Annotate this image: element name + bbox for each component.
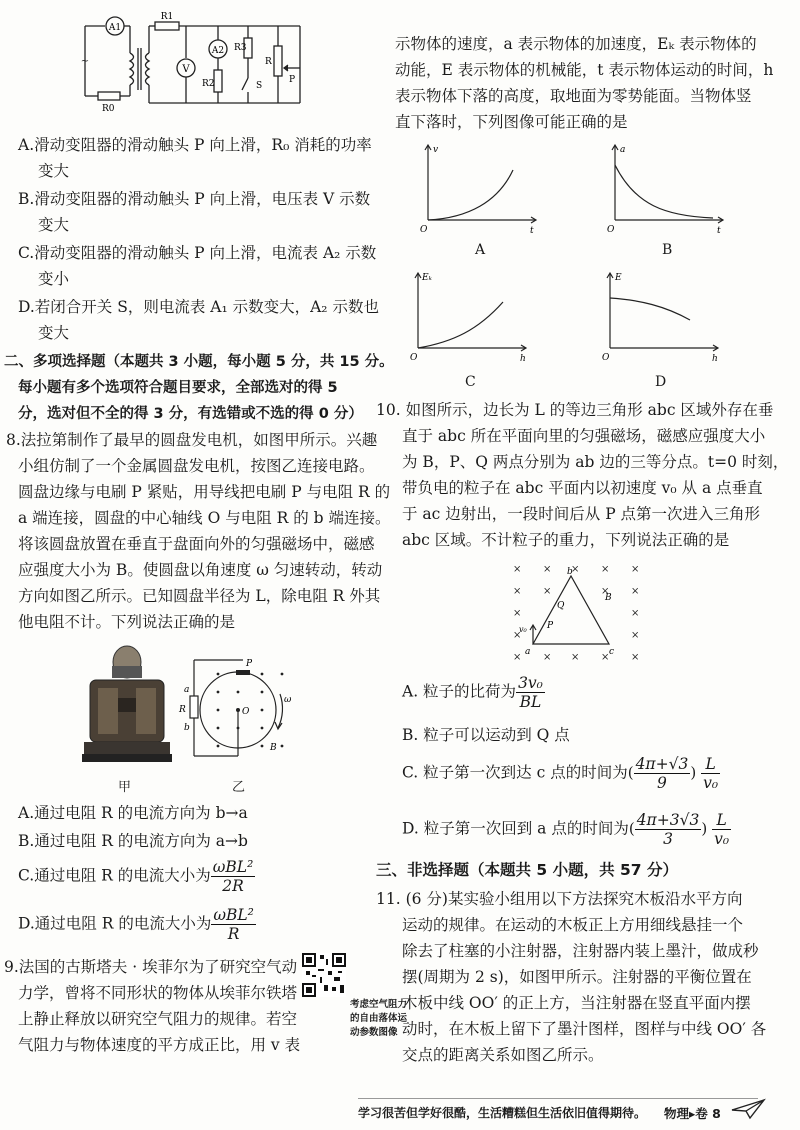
section2-title: 二、多项选择题（本题共 3 小题，每小题 5 分，共 15 分。 [4, 354, 394, 370]
svg-text:×: × [631, 564, 640, 575]
svg-text:×: × [631, 630, 640, 641]
prev-option-a-line2: 变大 [38, 162, 70, 180]
section2-line3: 分，选对但不全的得 3 分，有选错或不选的得 0 分） [18, 406, 363, 422]
svg-text:×: × [513, 586, 522, 597]
svg-text:×: × [543, 586, 552, 597]
graph-d [600, 268, 720, 363]
svg-text:Q: Q [557, 601, 565, 611]
svg-text:×: × [601, 586, 610, 597]
svg-text:×: × [631, 586, 640, 597]
svg-text:E: E [615, 273, 622, 283]
svg-text:×: × [543, 652, 552, 663]
q10-option-d: D. 粒子第一次回到 a 点的时间为( $\frac{4\pi+3√3}{3}$ ) $\frac{L}{\text{v₀}}$ [402, 811, 730, 848]
graph-b-label: B [662, 242, 673, 258]
svg-text:×: × [601, 652, 610, 663]
prev-option-a-line1: A.滑动变阻器的滑动触头 P 向上滑，R₀ 消耗的功率 [18, 136, 372, 154]
transformer-circuit-diagram [60, 8, 320, 118]
svg-text:×: × [543, 564, 552, 575]
svg-text:R: R [179, 705, 186, 715]
svg-text:×: × [513, 652, 522, 663]
svg-text:t: t [530, 226, 534, 235]
svg-text:×: × [601, 564, 610, 575]
svg-text:~: ~ [80, 56, 90, 67]
figure-yi-label: 乙 [232, 780, 246, 795]
svg-text:R3: R3 [234, 43, 247, 53]
section2-line2: 每小题有多个选项符合题目要求，全部选对的得 5 [18, 380, 338, 396]
svg-text:A2: A2 [211, 46, 225, 56]
footer-subject: 物理▸卷 8 [664, 1106, 721, 1121]
svg-text:P: P [246, 659, 253, 669]
svg-text:R: R [265, 57, 272, 67]
svg-text:×: × [631, 608, 640, 619]
svg-text:a: a [620, 145, 626, 155]
svg-text:×: × [631, 652, 640, 663]
graph-a-label: A [475, 242, 486, 258]
svg-text:b: b [567, 567, 573, 577]
svg-text:V: V [182, 64, 190, 75]
prev-option-c-line1: C.滑动变阻器的滑动触头 P 向上滑，电流表 A₂ 示数 [18, 244, 377, 262]
svg-text:R2: R2 [202, 79, 215, 89]
svg-text:O: O [607, 225, 615, 235]
q10-option-a: A. 粒子的比荷为 $\frac{\text{3v₀}}{BL}$ [402, 674, 543, 711]
svg-text:v₀: v₀ [519, 625, 527, 634]
q8-option-d: D.通过电阻 R 的电流大小为 $\frac{\text{ωBL²}}{R}$ [18, 906, 254, 943]
svg-text:×: × [513, 564, 522, 575]
graph-a [418, 140, 538, 235]
qr-caption: 考虑空气阻力 的自由落体运 动参数图像 [350, 999, 408, 1038]
svg-text:A1: A1 [108, 23, 122, 33]
svg-text:O: O [242, 707, 250, 717]
svg-text:O: O [410, 353, 418, 363]
svg-text:×: × [571, 564, 580, 575]
prev-option-c-line2: 变小 [38, 270, 70, 288]
graph-b [605, 140, 725, 235]
svg-text:O: O [602, 353, 610, 363]
graph-c-label: C [465, 374, 476, 390]
qr-code[interactable] [302, 953, 346, 997]
svg-text:a: a [525, 647, 531, 657]
svg-text:Eₖ: Eₖ [422, 273, 432, 283]
q10-option-b: B. 粒子可以运动到 Q 点 [402, 726, 570, 744]
svg-text:c: c [609, 647, 615, 657]
svg-text:a: a [184, 685, 190, 695]
graph-d-label: D [655, 374, 667, 390]
svg-text:P: P [547, 621, 554, 631]
graph-c [408, 268, 528, 363]
prev-option-b-line1: B.滑动变阻器的滑动触头 P 向上滑，电压表 V 示数 [18, 190, 371, 208]
svg-text:h: h [520, 354, 526, 363]
svg-text:P: P [289, 75, 296, 85]
svg-text:B: B [605, 593, 612, 603]
prev-option-b-line2: 变大 [38, 216, 70, 234]
prev-option-d-line2: 变大 [38, 324, 70, 342]
faraday-disk-photo [82, 640, 172, 770]
svg-text:B: B [270, 743, 277, 753]
svg-text:R0: R0 [102, 104, 115, 114]
section3-title: 三、非选择题（本题共 5 小题，共 57 分） [376, 861, 678, 879]
triangle-field-diagram [505, 560, 650, 665]
svg-text:h: h [712, 354, 718, 363]
q8-option-c: C.通过电阻 R 的电流大小为 $\frac{\text{ωBL²}}{2R}$ [18, 858, 254, 895]
svg-text:×: × [571, 652, 580, 663]
q8-option-b: B.通过电阻 R 的电流方向为 a→b [18, 832, 248, 850]
footer-rule [358, 1098, 758, 1099]
svg-text:t: t [717, 226, 721, 235]
figure-jia-label: 甲 [118, 780, 132, 795]
svg-text:b: b [184, 723, 190, 733]
svg-text:R1: R1 [160, 12, 174, 22]
svg-text:×: × [513, 630, 522, 641]
svg-text:S: S [256, 81, 263, 91]
svg-text:×: × [513, 608, 522, 619]
q10-option-c: C. 粒子第一次到达 c 点的时间为( $\frac{4\pi+√3}{9}$ ) $\frac{L}{\text{v₀}}$ [402, 755, 719, 792]
svg-text:v: v [433, 145, 439, 155]
prev-option-d-line1: D.若闭合开关 S，则电流表 A₁ 示数变大，A₂ 示数也 [18, 298, 379, 316]
svg-text:O: O [420, 225, 428, 235]
paper-plane-icon [730, 1098, 766, 1120]
svg-text:ω: ω [284, 695, 292, 705]
footer-motto: 学习很苦但学好很酷，生活糟糕但生活依旧值得期待。 [358, 1106, 647, 1120]
disk-generator-diagram [178, 650, 303, 770]
q8-option-a: A.通过电阻 R 的电流方向为 b→a [18, 804, 248, 822]
